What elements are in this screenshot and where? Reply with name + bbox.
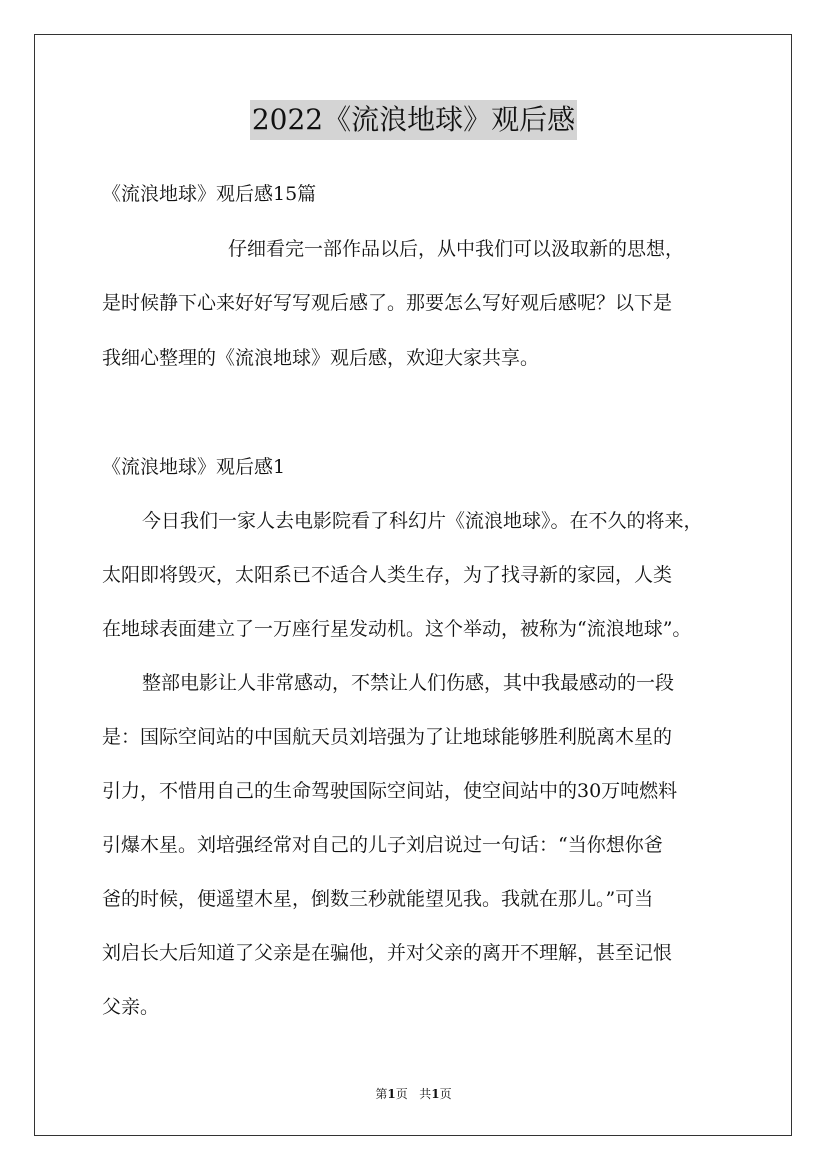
body-line-7: 引爆木星。刘培强经常对自己的儿子刘启说过一句话：“当你想你爸 — [102, 834, 663, 856]
body-line-9: 刘启长大后知道了父亲是在骗他，并对父亲的离开不理解，甚至记恨 — [102, 942, 673, 964]
page-suffix: 页 — [395, 1087, 408, 1101]
body-line-8: 爸的时候，便遥望木星，倒数三秒就能望见我。我就在那儿。”可当 — [102, 888, 654, 910]
body-line-10: 父亲。 — [102, 996, 160, 1018]
body-line-6: 引力，不惜用自己的生命驾驶国际空间站，使空间站中的30万吨燃料 — [102, 780, 678, 802]
body-line-1: 今日我们一家人去电影院看了科幻片《流浪地球》。在不久的将来， — [142, 510, 703, 532]
document-subtitle: 《流浪地球》观后感15篇 — [102, 183, 317, 205]
page-prefix: 第 — [375, 1087, 388, 1101]
title-container — [0, 100, 827, 140]
document-title: 2022《流浪地球》观后感 — [250, 100, 577, 140]
body-line-4: 整部电影让人非常感动，不禁让人们伤感，其中我最感动的一段 — [142, 672, 675, 694]
page-footer — [0, 1085, 827, 1102]
section-heading: 《流浪地球》观后感1 — [102, 456, 286, 478]
intro-line-2: 是时候静下心来好好写写观后感了。那要怎么写好观后感呢？以下是 — [102, 292, 673, 314]
total-suffix: 页 — [439, 1087, 452, 1101]
body-line-2: 太阳即将毁灭，太阳系已不适合人类生存，为了找寻新的家园，人类 — [102, 564, 673, 586]
total-pages-number: 1 — [431, 1087, 440, 1101]
intro-line-1: 仔细看完一部作品以后，从中我们可以汲取新的思想， — [228, 238, 685, 260]
total-prefix: 共 — [419, 1087, 432, 1101]
body-line-5: 是：国际空间站的中国航天员刘培强为了让地球能够胜利脱离木星的 — [102, 726, 673, 748]
current-page-number: 1 — [387, 1087, 396, 1101]
body-line-3: 在地球表面建立了一万座行星发动机。这个举动，被称为“流浪地球”。 — [102, 618, 692, 640]
intro-line-3: 我细心整理的《流浪地球》观后感，欢迎大家共享。 — [102, 347, 540, 369]
